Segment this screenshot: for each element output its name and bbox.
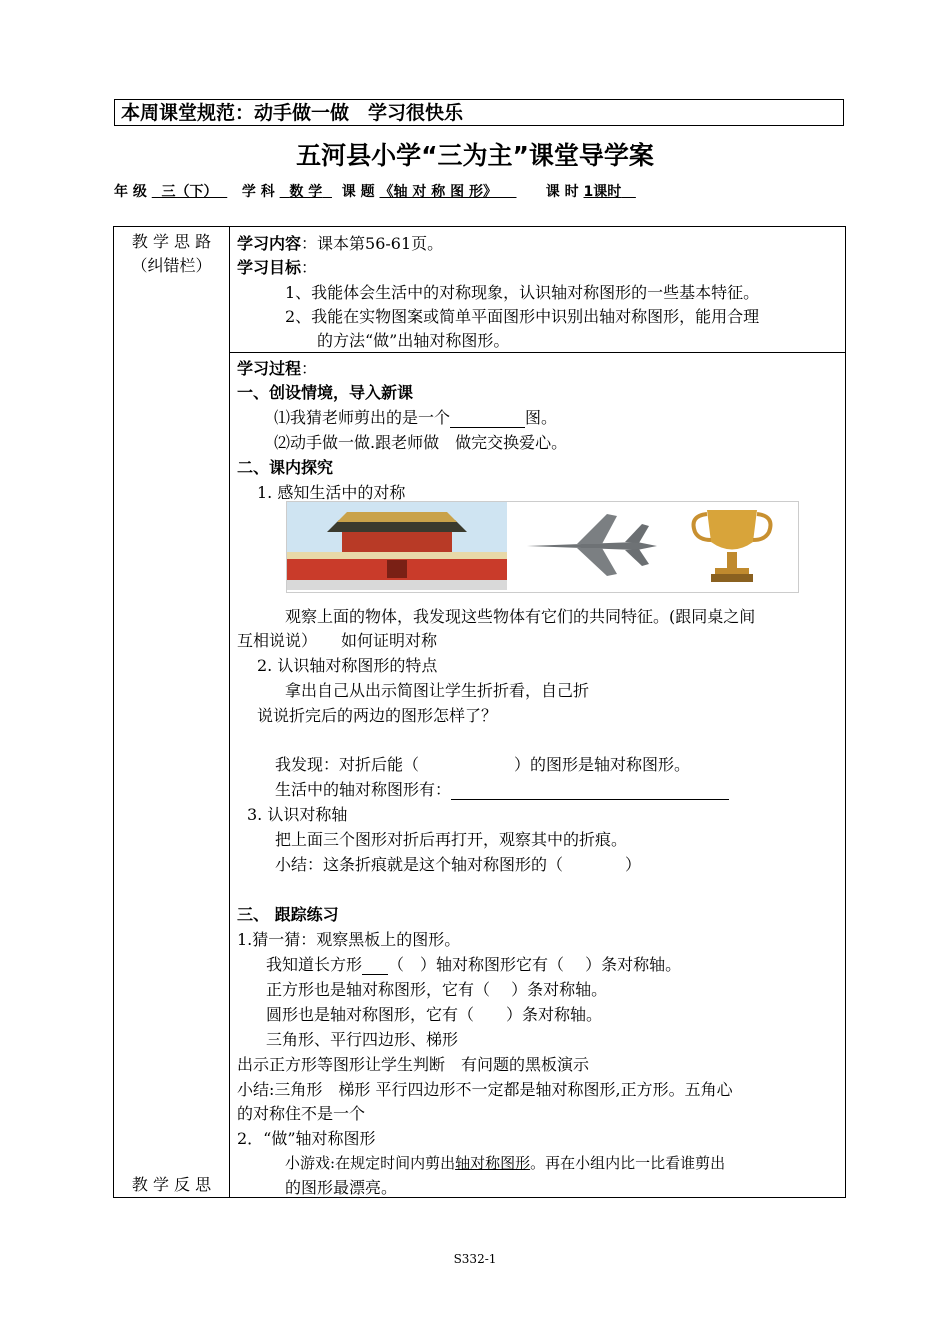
section-3-title: 三、 跟踪练习: [237, 905, 339, 924]
s2-part-3-title: 3. 认识对称轴: [247, 805, 348, 824]
tiananmen-gate-photo: [287, 502, 507, 590]
sidebar-teaching-ideas: 教 学 思 路 （纠错栏）: [131, 232, 212, 275]
s2-part-3-text: 把上面三个图形对折后再打开，观察其中的折痕。: [275, 830, 628, 849]
period-label: 课 时: [545, 184, 579, 200]
s2-part-2-text: 拿出自己从出示简图让学生折折看，自己折: [285, 681, 590, 700]
subject-value: 数 学: [289, 184, 323, 200]
grade-label: 年 级: [114, 184, 147, 200]
process-heading: 学习过程：: [237, 359, 318, 378]
s3-q1-circle: 圆形也是轴对称图形，它有（ ）条对称轴。: [266, 1005, 603, 1024]
learning-goal-2-cont: 的方法“做”出轴对称图形。: [317, 331, 510, 350]
s1-item-2: ⑵动手做一做.跟老师做 做完交换爱心。: [274, 433, 568, 452]
subject-label: 学 科: [241, 184, 275, 200]
page-title: 五河县小学“三为主”课堂导学案: [296, 141, 654, 170]
weekly-norm-banner: 本周课堂规范：动手做一做 学习很快乐: [114, 99, 844, 126]
course-meta-line: [114, 181, 636, 201]
learning-goal-1: 1、我能体会生活中的对称现象，认识轴对称图形的一些基本特征。: [285, 283, 760, 302]
s2-part-2-question: 说说折完后的两边的图形怎样了？: [257, 706, 498, 725]
trophy-cup-photo: [667, 502, 797, 590]
s3-q1-square: 正方形也是轴对称图形，它有（ ）条对称轴。: [266, 980, 608, 999]
s2-part-2-title: 2. 认识轴对称图形的特点: [257, 656, 438, 675]
s2-life-examples: 生活中的轴对称图形有：: [275, 777, 729, 800]
s1-item-1: ⑴我猜老师剪出的是一个 图。: [274, 408, 558, 427]
learning-goal-2: 2、我能在实物图案或简单平面图形中识别出轴对称图形，能用合理: [285, 307, 760, 326]
s3-game: 小游戏:在规定时间内剪出轴对称图形。再在小组内比一比看谁剪出: [285, 1154, 726, 1172]
row-divider: [229, 352, 845, 353]
s2-part-3-summary: 小结：这条折痕就是这个轴对称图形的（ ）: [275, 855, 642, 874]
grade-value: 三（下）: [161, 184, 218, 200]
page-footer-code: S332-1: [453, 1252, 497, 1266]
sidebar-teaching-reflection: 教 学 反 思: [131, 1175, 212, 1194]
s3-q2: 2．“做”轴对称图形: [237, 1129, 376, 1148]
s3-game-cont: 的图形最漂亮。: [285, 1178, 398, 1197]
column-divider: [229, 227, 230, 1197]
topic-label: 课 题: [341, 184, 375, 200]
life-examples-blank[interactable]: [451, 799, 729, 800]
section-2-title: 二、课内探究: [237, 458, 334, 477]
s2-part-1-title: 1. 感知生活中的对称: [257, 483, 406, 502]
s3-summary-cont: 的对称住不是一个: [237, 1104, 366, 1123]
fighter-jet-photo: [507, 502, 667, 590]
period-value: 1课时: [583, 184, 622, 200]
symmetry-photo-strip: [286, 501, 799, 593]
learning-goal-heading: 学习目标：: [237, 258, 318, 277]
s3-q1-rectangle: 我知道长方形 （ ）轴对称图形它有（ ）条对称轴。: [266, 955, 682, 974]
answer-blank[interactable]: [450, 427, 525, 428]
s2-part-1-text: 观察上面的物体，我发现这些物体有它们的共同特征。(跟同桌之间: [285, 607, 756, 626]
topic-value: 《轴 对 称 图 形》: [379, 184, 497, 200]
s3-q1-shapes: 三角形、平行四边形、梯形: [266, 1030, 459, 1049]
learning-content: 学习内容：课本第56-61页。: [237, 234, 444, 253]
section-1-title: 一、创设情境，导入新课: [237, 383, 414, 402]
s2-part-1-text-cont: 互相说说） 如何证明对称: [237, 631, 438, 650]
s2-discovery: 我发现：对折后能（ ）的图形是轴对称图形。: [275, 755, 691, 774]
s3-q1: 1.猜一猜：观察黑板上的图形。: [237, 930, 461, 949]
rectangle-blank[interactable]: [362, 974, 388, 975]
s3-q1-demo: 出示正方形等图形让学生判断 有问题的黑板演示: [237, 1055, 590, 1074]
lesson-plan-table: [113, 226, 846, 1198]
s3-summary: 小结:三角形 梯形 平行四边形不一定都是轴对称图形,正方形。五角心: [237, 1080, 733, 1099]
